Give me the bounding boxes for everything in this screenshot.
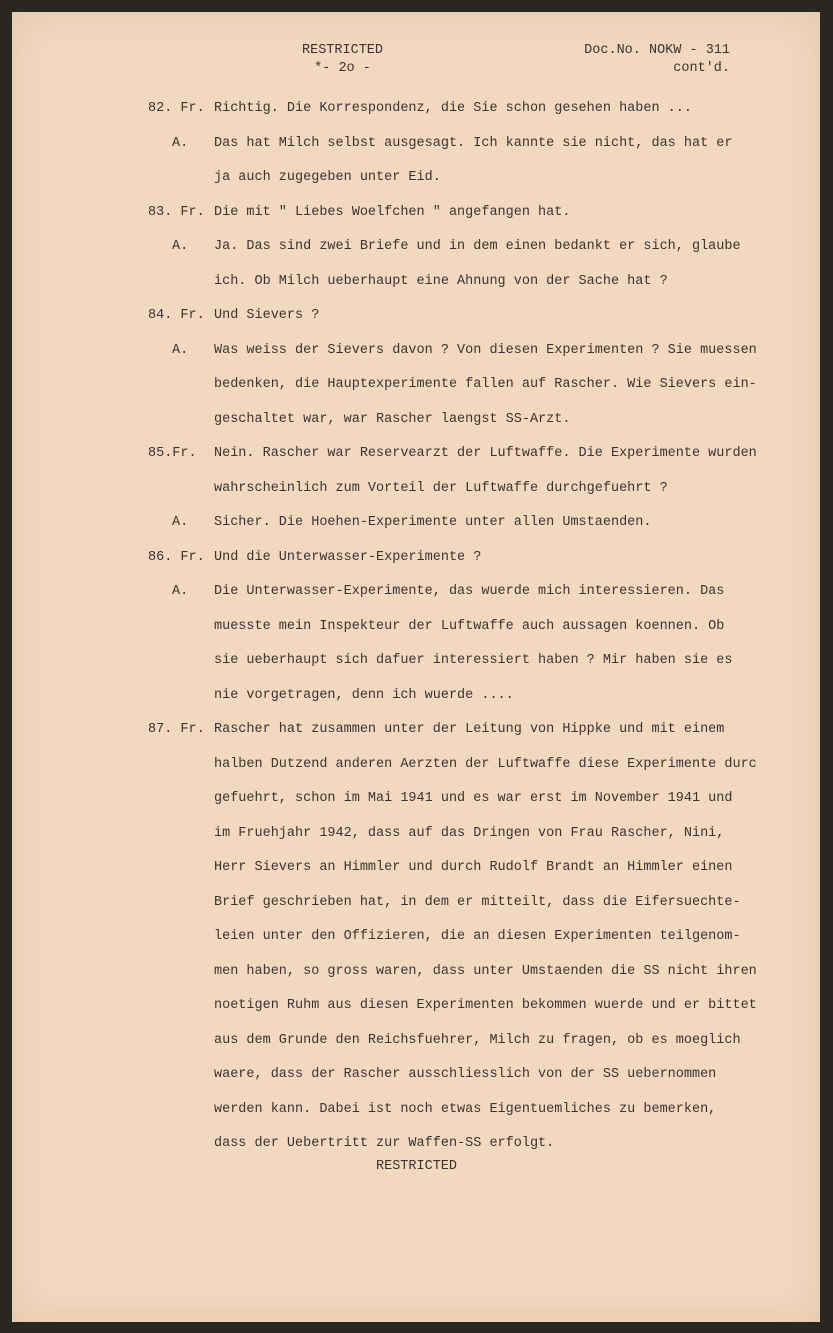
header-left xyxy=(302,42,383,78)
entry-text: Nein. Rascher war Reservearzt der Luftwaffe. Die Experimente wurden wahrscheinlich zum Vorteil der Luftwaffe durchgefuehrt ? xyxy=(214,446,757,496)
footer-classification: RESTRICTED xyxy=(376,1159,458,1174)
question-85 xyxy=(12,437,820,506)
interrogation-transcript xyxy=(12,92,820,1162)
entry-text: Ja. Das sind zwei Briefe und in dem einen bedankt er sich, glaube ich. Ob Milch ueberhaupt eine Ahnung von der Sache hat ? xyxy=(214,239,741,289)
answer-85 xyxy=(12,506,820,541)
entry-text: Die mit " Liebes Woelfchen " angefangen hat. xyxy=(214,204,571,220)
entry-text: Das hat Milch selbst ausgesagt. Ich kannte sie nicht, das hat er ja auch zugegeben unter Eid. xyxy=(214,135,733,185)
header-right xyxy=(575,42,730,78)
answer-84 xyxy=(12,334,820,438)
entry-label: 84. Fr. xyxy=(148,308,205,323)
answer-82 xyxy=(12,127,820,196)
entry-text: Richtig. Die Korrespondenz, die Sie schon gesehen haben ... xyxy=(214,101,692,116)
doc-number: Doc.No. NOKW - 311 xyxy=(584,43,730,58)
entry-text: Und die Unterwasser-Experimente ? xyxy=(214,549,482,565)
continued-note: cont'd. xyxy=(673,61,730,76)
entry-label: 87. Fr. xyxy=(148,722,205,737)
question-87 xyxy=(12,713,820,1162)
entry-label: A. xyxy=(172,135,189,151)
question-84 xyxy=(12,299,820,334)
entry-label: 85.Fr. xyxy=(148,446,197,461)
entry-label: 83. Fr. xyxy=(148,204,205,220)
entry-text: Rascher hat zusammen unter der Leitung von Hippke und mit einem halben Dutzend anderen Aerzten der Luftwaffe diese Experimente durc gefuehrt, schon im Mai 1941 und es war erst im November 1941 und im Fruehjahr 1942, dass auf das Dringen von Frau Rascher, Nini, Herr Sievers an Himmler und durch Rudolf Brandt an Himmler einen Brief geschrieben hat, in dem er mitteilt, dass die Eifersuechte- leien unter den Offizieren, die an diesen Experimenten teilgenom- men haben, so gross waren, dass unter Umstaenden die SS nicht ihren noetigen Ruhm aus diesen Experimenten bekommen wuerde und er bittet aus dem Grunde den Reichsfuehrer, Milch zu fragen, ob es moeglich waere, dass der Rascher ausschliesslich von der SS uebernommen werden kann. Dabei ist noch etwas Eigentuemliches zu bemerken, dass der Uebertritt zur Waffen-SS erfolgt. xyxy=(214,722,757,1151)
entry-text: Was weiss der Sievers davon ? Von diesen Experimenten ? Sie muessen bedenken, die Hauptexperimente fallen auf Rascher. Wie Sievers ein- geschaltet war, war Rascher laengst SS-Arzt. xyxy=(214,342,757,427)
entry-text: Sicher. Die Hoehen-Experimente unter allen Umstaenden. xyxy=(214,515,652,530)
entry-label: A. xyxy=(172,584,189,599)
question-83 xyxy=(12,196,820,231)
entry-label: 82. Fr. xyxy=(148,101,205,116)
entry-text: Die Unterwasser-Experimente, das wuerde mich interessieren. Das muesste mein Inspekteur der Luftwaffe auch aussagen koennen. Ob sie ueberhaupt sich dafuer interessiert haben ? Mir haben sie es nie vorgetragen, denn ich wuerde .... xyxy=(214,584,733,703)
header-classification: RESTRICTED xyxy=(302,43,384,58)
entry-label: A. xyxy=(172,515,189,530)
document-page xyxy=(12,12,820,1322)
entry-label: 86. Fr. xyxy=(148,549,205,565)
entry-label: A. xyxy=(172,342,189,358)
page-number: *- 2o - xyxy=(314,61,371,76)
entry-label: A. xyxy=(172,239,189,254)
question-86 xyxy=(12,541,820,576)
answer-83 xyxy=(12,230,820,299)
entry-text: Und Sievers ? xyxy=(214,308,320,323)
question-82 xyxy=(12,92,820,127)
answer-86 xyxy=(12,575,820,713)
